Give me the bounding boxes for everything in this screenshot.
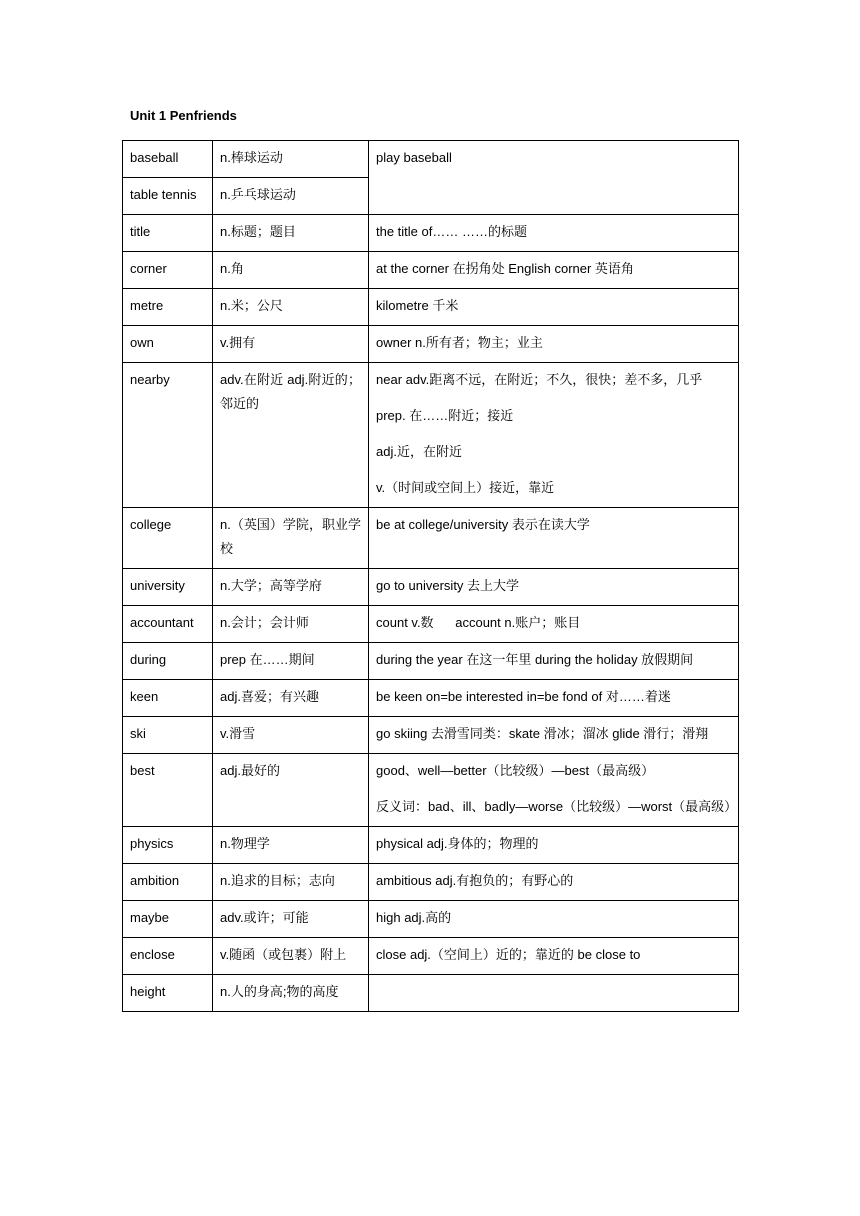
table-row xyxy=(123,827,739,864)
meaning-cell: n.（英国）学院，职业学校 xyxy=(213,508,369,569)
notes-cell xyxy=(369,326,739,363)
table-row xyxy=(123,754,739,827)
table-row xyxy=(123,938,739,975)
word-cell: college xyxy=(123,508,213,569)
note-line: 反义词：bad、ill、badly—worse（比较级）—worst（最高级） xyxy=(376,799,738,814)
meaning-cell: n.会计；会计师 xyxy=(213,606,369,643)
note-line: be at college/university 表示在读大学 xyxy=(376,517,590,532)
meaning-cell: v.拥有 xyxy=(213,326,369,363)
notes-cell xyxy=(369,938,739,975)
vocabulary-table xyxy=(122,140,739,1012)
notes-cell xyxy=(369,680,739,717)
note-line: kilometre 千米 xyxy=(376,298,459,313)
note-line: count v.数 account n.账户；账目 xyxy=(376,615,581,630)
meaning-cell: n.大学；高等学府 xyxy=(213,569,369,606)
word-cell: baseball xyxy=(123,141,213,178)
meaning-cell: n.人的身高;物的高度 xyxy=(213,975,369,1012)
table-row xyxy=(123,975,739,1012)
word-cell: title xyxy=(123,215,213,252)
notes-cell xyxy=(369,508,739,569)
meaning-cell: n.米；公尺 xyxy=(213,289,369,326)
word-cell: university xyxy=(123,569,213,606)
meaning-cell: v.随函（或包裹）附上 xyxy=(213,938,369,975)
word-cell: height xyxy=(123,975,213,1012)
meaning-cell: n.物理学 xyxy=(213,827,369,864)
notes-cell xyxy=(369,215,739,252)
table-row xyxy=(123,643,739,680)
word-cell: maybe xyxy=(123,901,213,938)
notes-cell xyxy=(369,643,739,680)
word-cell: corner xyxy=(123,252,213,289)
note-line: prep. 在……附近；接近 xyxy=(376,408,514,423)
note-line: the title of…… ……的标题 xyxy=(376,224,527,239)
notes-cell xyxy=(369,569,739,606)
notes-cell xyxy=(369,363,739,508)
notes-cell xyxy=(369,289,739,326)
page-title: Unit 1 Penfriends xyxy=(130,108,237,123)
note-line: during the year 在这一年里 during the holiday 放假期间 xyxy=(376,652,694,667)
word-cell: ambition xyxy=(123,864,213,901)
table-row xyxy=(123,606,739,643)
table-row xyxy=(123,289,739,326)
table-row xyxy=(123,901,739,938)
note-line: play baseball xyxy=(376,150,452,165)
word-cell: best xyxy=(123,754,213,827)
note-line: at the corner 在拐角处 English corner 英语角 xyxy=(376,261,634,276)
word-cell: during xyxy=(123,643,213,680)
table-row xyxy=(123,252,739,289)
table-row xyxy=(123,141,739,178)
note-line: good、well—better（比较级）—best（最高级） xyxy=(376,763,655,778)
note-line: near adv.距离不远，在附近；不久，很快；差不多，几乎 xyxy=(376,372,703,387)
meaning-cell: n.追求的目标；志向 xyxy=(213,864,369,901)
meaning-cell: n.标题；题目 xyxy=(213,215,369,252)
word-cell: metre xyxy=(123,289,213,326)
notes-cell xyxy=(369,864,739,901)
word-cell: accountant xyxy=(123,606,213,643)
notes-cell xyxy=(369,252,739,289)
meaning-cell: v.滑雪 xyxy=(213,717,369,754)
table-row xyxy=(123,680,739,717)
notes-cell xyxy=(369,606,739,643)
note-line: adj.近，在附近 xyxy=(376,444,462,459)
note-line: physical adj.身体的；物理的 xyxy=(376,836,539,851)
word-cell: ski xyxy=(123,717,213,754)
meaning-cell: n.角 xyxy=(213,252,369,289)
meaning-cell: adj.喜爱；有兴趣 xyxy=(213,680,369,717)
table-row xyxy=(123,508,739,569)
word-cell: keen xyxy=(123,680,213,717)
meaning-cell: adv.或许；可能 xyxy=(213,901,369,938)
note-line: go to university 去上大学 xyxy=(376,578,520,593)
note-line: be keen on=be interested in=be fond of 对……着迷 xyxy=(376,689,671,704)
table-row xyxy=(123,569,739,606)
word-cell: physics xyxy=(123,827,213,864)
meaning-cell: adj.最好的 xyxy=(213,754,369,827)
notes-cell xyxy=(369,975,739,1012)
table-row xyxy=(123,864,739,901)
notes-cell xyxy=(369,717,739,754)
word-cell: enclose xyxy=(123,938,213,975)
notes-cell xyxy=(369,141,739,215)
word-cell: nearby xyxy=(123,363,213,508)
meaning-cell: prep 在……期间 xyxy=(213,643,369,680)
table-row xyxy=(123,363,739,508)
note-line: go skiing 去滑雪同类：skate 滑冰；溜冰 glide 滑行；滑翔 xyxy=(376,726,709,741)
meaning-cell: n.棒球运动 xyxy=(213,141,369,178)
notes-cell xyxy=(369,827,739,864)
table-row xyxy=(123,215,739,252)
notes-cell xyxy=(369,901,739,938)
note-line: owner n.所有者；物主；业主 xyxy=(376,335,543,350)
note-line: ambitious adj.有抱负的；有野心的 xyxy=(376,873,574,888)
note-line: v.（时间或空间上）接近，靠近 xyxy=(376,480,555,495)
meaning-cell: adv.在附近 adj.附近的；邻近的 xyxy=(213,363,369,508)
table-row xyxy=(123,326,739,363)
notes-cell xyxy=(369,754,739,827)
word-cell: table tennis xyxy=(123,178,213,215)
table-row xyxy=(123,717,739,754)
word-cell: own xyxy=(123,326,213,363)
meaning-cell: n.乒乓球运动 xyxy=(213,178,369,215)
note-line: close adj.（空间上）近的；靠近的 be close to xyxy=(376,947,641,962)
note-line: high adj.高的 xyxy=(376,910,452,925)
